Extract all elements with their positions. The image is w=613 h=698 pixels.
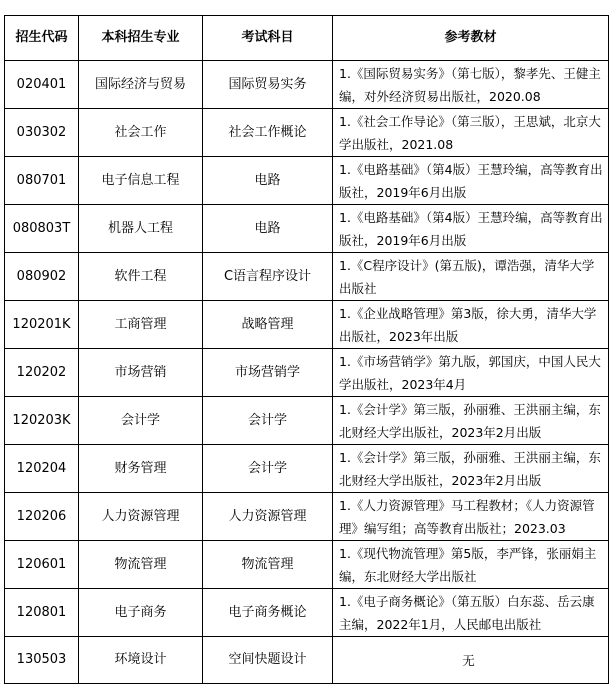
cell-reference: 无 xyxy=(333,637,609,684)
header-subject: 考试科目 xyxy=(203,16,333,61)
cell-reference: 1.《人力资源管理》马工程教材；《人力资源管理》编写组；高等教育出版社；2023.03 xyxy=(333,493,609,541)
exam-reference-table xyxy=(4,15,609,684)
header-reference: 参考教材 xyxy=(333,16,609,61)
cell-major: 物流管理 xyxy=(79,541,203,589)
cell-subject: 国际贸易实务 xyxy=(203,61,333,109)
table-row xyxy=(5,589,609,637)
header-major: 本科招生专业 xyxy=(79,16,203,61)
cell-reference: 1.《企业战略管理》第3版，徐大勇，清华大学出版社，2023年出版 xyxy=(333,301,609,349)
cell-code: 030302 xyxy=(5,109,79,157)
cell-reference: 1.《国际贸易实务》（第七版），黎孝先、王健主编，对外经济贸易出版社，2020.08 xyxy=(333,61,609,109)
table-header-row xyxy=(5,16,609,61)
cell-code: 120204 xyxy=(5,445,79,493)
cell-reference: 1.《现代物流管理》第5版，李严锋，张丽娟主编，东北财经大学出版社 xyxy=(333,541,609,589)
cell-reference: 1.《电路基础》（第4版）王慧玲编，高等教育出版社，2019年6月出版 xyxy=(333,157,609,205)
cell-code: 120202 xyxy=(5,349,79,397)
table-row xyxy=(5,637,609,684)
cell-code: 120203K xyxy=(5,397,79,445)
table-row xyxy=(5,61,609,109)
cell-code: 120601 xyxy=(5,541,79,589)
cell-reference: 1.《会计学》第三版，孙丽雅、王洪丽主编，东北财经大学出版社，2023年2月出版 xyxy=(333,445,609,493)
cell-major: 国际经济与贸易 xyxy=(79,61,203,109)
header-code: 招生代码 xyxy=(5,16,79,61)
cell-code: 080902 xyxy=(5,253,79,301)
cell-code: 020401 xyxy=(5,61,79,109)
cell-major: 电子商务 xyxy=(79,589,203,637)
table-row xyxy=(5,397,609,445)
table-row xyxy=(5,349,609,397)
table-row xyxy=(5,301,609,349)
cell-reference: 1.《电子商务概论》（第五版）白东蕊、岳云康主编，2022年1月，人民邮电出版社 xyxy=(333,589,609,637)
cell-reference: 1.《社会工作导论》（第三版），王思斌，北京大学出版社，2021.08 xyxy=(333,109,609,157)
cell-subject: 会计学 xyxy=(203,397,333,445)
table-row xyxy=(5,253,609,301)
cell-code: 080701 xyxy=(5,157,79,205)
cell-subject: 市场营销学 xyxy=(203,349,333,397)
cell-code: 130503 xyxy=(5,637,79,684)
table-row xyxy=(5,109,609,157)
cell-major: 会计学 xyxy=(79,397,203,445)
cell-major: 市场营销 xyxy=(79,349,203,397)
cell-subject: 战略管理 xyxy=(203,301,333,349)
table-row xyxy=(5,541,609,589)
cell-subject: 电路 xyxy=(203,205,333,253)
cell-reference: 1.《C程序设计》(第五版)，谭浩强，清华大学出版社 xyxy=(333,253,609,301)
cell-major: 人力资源管理 xyxy=(79,493,203,541)
cell-reference: 1.《市场营销学》第九版，郭国庆，中国人民大学出版社，2023年4月 xyxy=(333,349,609,397)
cell-code: 120201K xyxy=(5,301,79,349)
cell-subject: 社会工作概论 xyxy=(203,109,333,157)
cell-reference: 1.《电路基础》（第4版）王慧玲编，高等教育出版社，2019年6月出版 xyxy=(333,205,609,253)
cell-major: 软件工程 xyxy=(79,253,203,301)
cell-subject: 物流管理 xyxy=(203,541,333,589)
cell-subject: 空间快题设计 xyxy=(203,637,333,684)
cell-reference: 1.《会计学》第三版，孙丽雅、王洪丽主编，东北财经大学出版社，2023年2月出版 xyxy=(333,397,609,445)
cell-major: 工商管理 xyxy=(79,301,203,349)
cell-code: 120801 xyxy=(5,589,79,637)
cell-code: 120206 xyxy=(5,493,79,541)
cell-major: 社会工作 xyxy=(79,109,203,157)
table-row xyxy=(5,493,609,541)
cell-subject: 电路 xyxy=(203,157,333,205)
cell-major: 电子信息工程 xyxy=(79,157,203,205)
cell-subject: C语言程序设计 xyxy=(203,253,333,301)
cell-major: 机器人工程 xyxy=(79,205,203,253)
cell-subject: 会计学 xyxy=(203,445,333,493)
cell-code: 080803T xyxy=(5,205,79,253)
table-row xyxy=(5,157,609,205)
cell-subject: 电子商务概论 xyxy=(203,589,333,637)
cell-major: 环境设计 xyxy=(79,637,203,684)
table-row xyxy=(5,205,609,253)
table-row xyxy=(5,445,609,493)
cell-subject: 人力资源管理 xyxy=(203,493,333,541)
cell-major: 财务管理 xyxy=(79,445,203,493)
